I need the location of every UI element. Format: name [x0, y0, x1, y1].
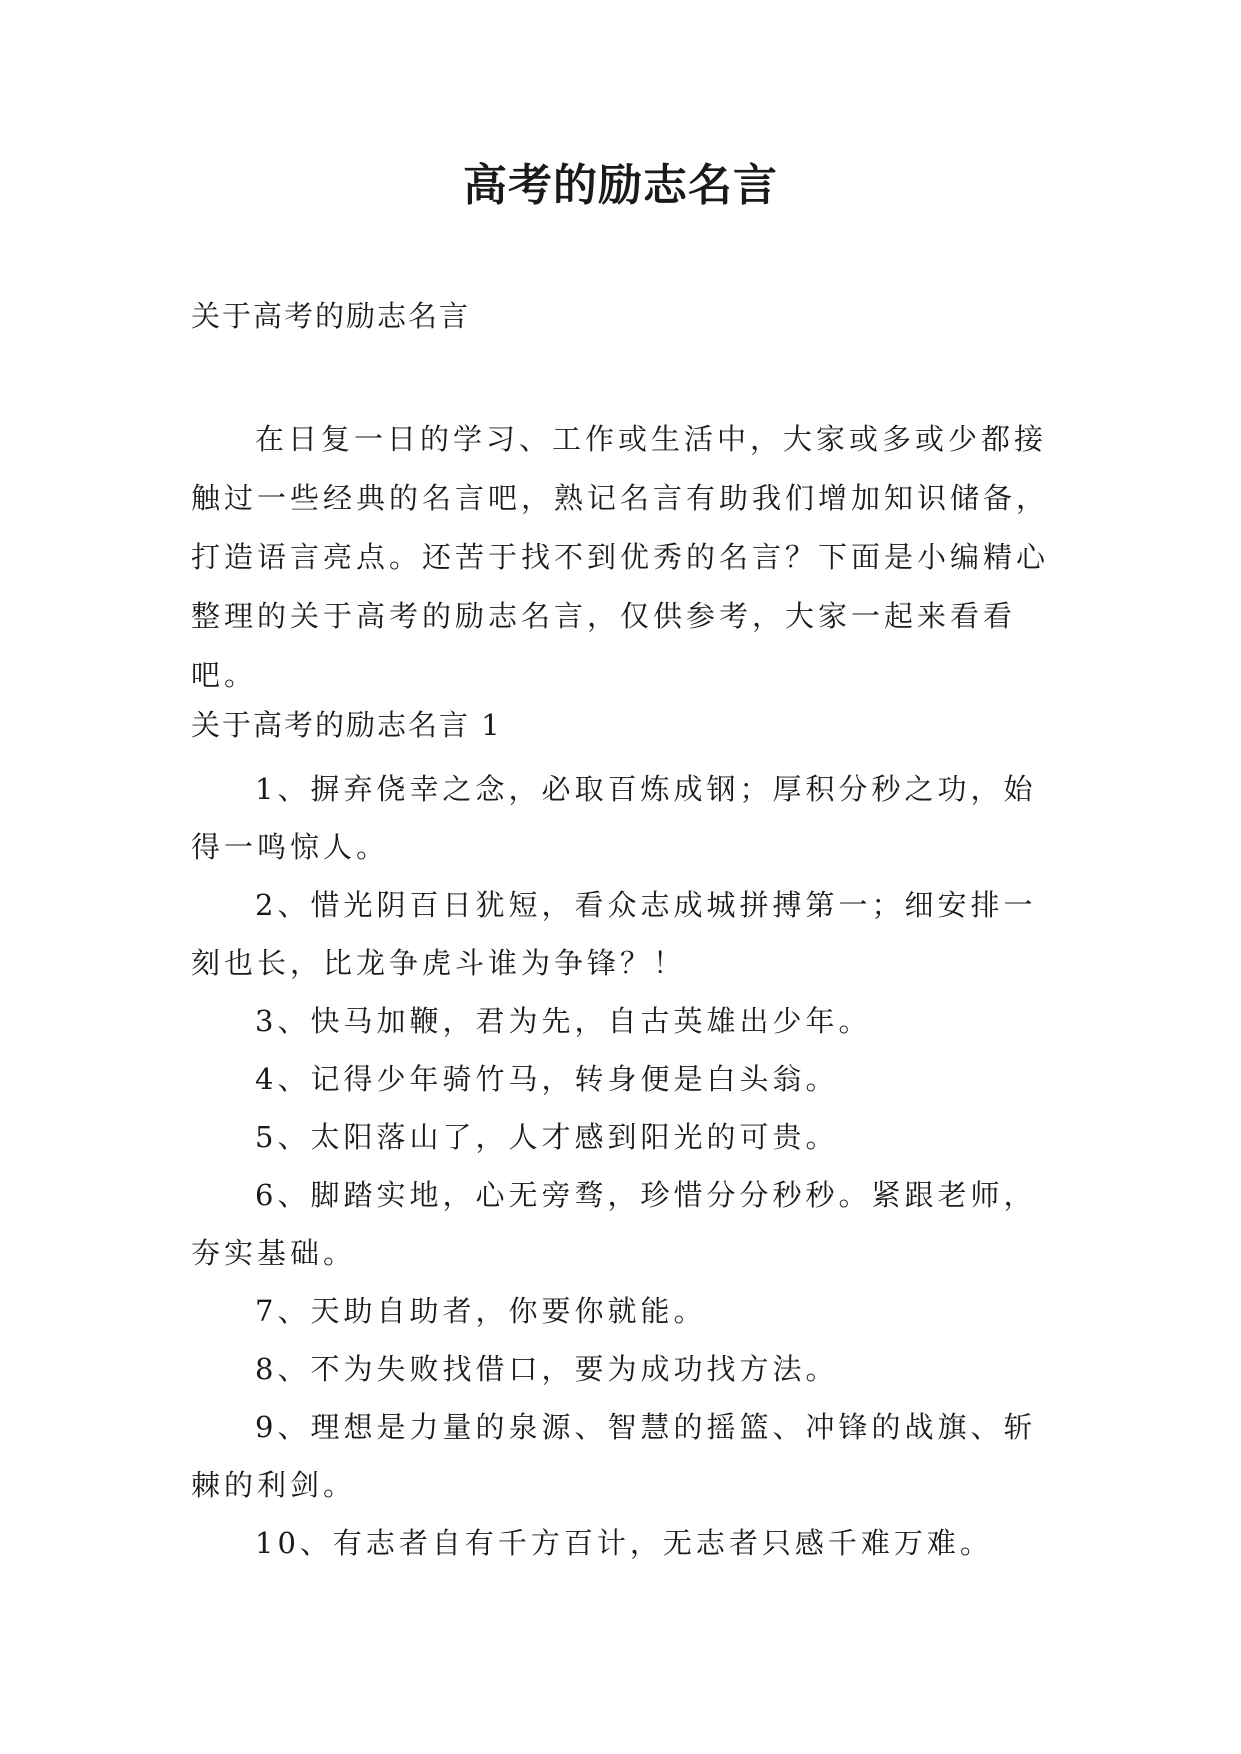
- document-title: 高考的励志名言: [463, 160, 778, 211]
- quote-item: 6、脚踏实地，心无旁骛，珍惜分分秒秒。紧跟老师，夯实基础。: [191, 1178, 1037, 1270]
- quote-item: 5、太阳落山了，人才感到阳光的可贵。: [255, 1120, 839, 1154]
- quote-item: 10、有志者自有千方百计，无志者只感千难万难。: [255, 1526, 993, 1560]
- quote-item: 7、天助自助者，你要你就能。: [255, 1294, 707, 1328]
- quote-item: 1、摒弃侥幸之念，必取百炼成钢；厚积分秒之功，始得一鸣惊人。: [191, 772, 1037, 864]
- quote-item: 9、理想是力量的泉源、智慧的摇篮、冲锋的战旗、斩棘的利剑。: [191, 1410, 1037, 1502]
- quote-item: 8、不为失败找借口，要为成功找方法。: [255, 1352, 839, 1386]
- quote-list: [191, 760, 1061, 1572]
- intro-paragraph: 在日复一日的学习、工作或生活中，大家或多或少都接触过一些经典的名言吧，熟记名言有助我们增加知识储备，打造语言亮点。还苦于找不到优秀的名言？下面是小编精心整理的关于高考的励志名言，仅供参考，大家一起来看看吧。: [191, 422, 1050, 692]
- document-subtitle: 关于高考的励志名言: [191, 299, 471, 333]
- section-heading: 关于高考的励志名言 1: [191, 708, 502, 742]
- quote-item: 2、惜光阴百日犹短，看众志成城拼搏第一；细安排一刻也长，比龙争虎斗谁为争锋？！: [191, 888, 1037, 980]
- quote-item: 3、快马加鞭，君为先，自古英雄出少年。: [255, 1004, 872, 1038]
- quote-item: 4、记得少年骑竹马，转身便是白头翁。: [255, 1062, 839, 1096]
